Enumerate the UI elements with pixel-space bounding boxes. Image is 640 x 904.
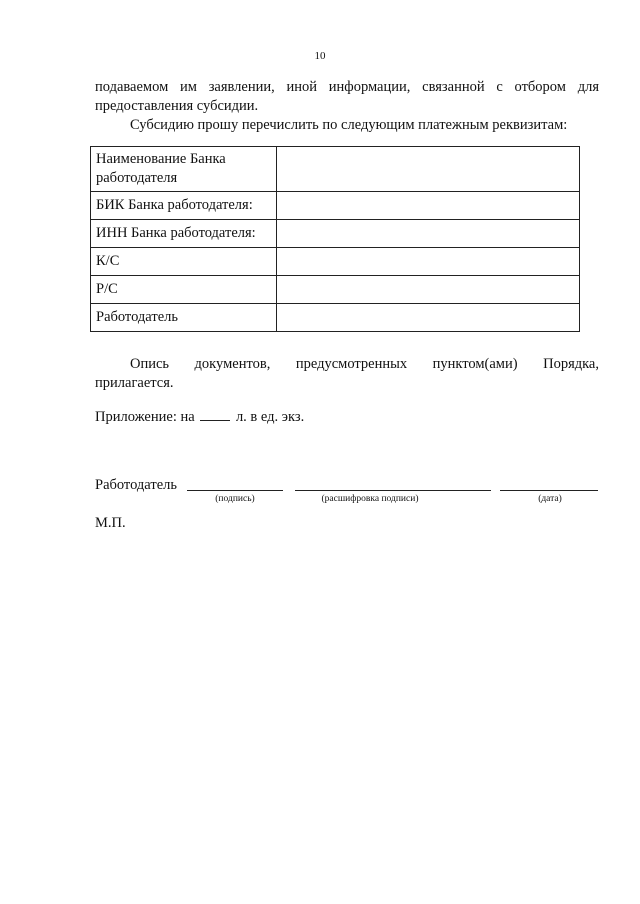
employer-label: Работодатель [91, 304, 277, 332]
rs-value[interactable] [277, 276, 580, 304]
inventory-line-1: Опись документов, предусмотренных пунктом(ами) Порядка, [130, 356, 599, 372]
rs-label: Р/С [91, 276, 277, 304]
intro-line-3: Субсидию прошу перечислить по следующим платежным реквизитам: [130, 117, 568, 133]
intro-line-2: предоставления субсидии. [95, 98, 259, 114]
signature-line[interactable] [187, 490, 283, 491]
ks-label: К/С [91, 248, 277, 276]
date-line[interactable] [500, 490, 598, 491]
page-number: 10 [314, 50, 326, 62]
inventory-line-2: прилагается. [95, 375, 174, 391]
date-caption: (дата) [538, 494, 562, 504]
attachment-line [95, 406, 304, 427]
ks-value[interactable] [277, 248, 580, 276]
sheet-count-blank[interactable] [200, 406, 230, 421]
signature-decoding-line[interactable] [295, 490, 491, 491]
inn-value[interactable] [277, 220, 580, 248]
table-row [91, 276, 580, 304]
attachment-suffix: л. в ед. экз. [235, 409, 305, 425]
bik-label: БИК Банка работодателя: [91, 192, 277, 220]
bank-name-value[interactable] [277, 147, 580, 192]
inventory-paragraph [95, 355, 599, 393]
employer-value[interactable] [277, 304, 580, 332]
stamp-place: М.П. [95, 515, 126, 531]
table-row [91, 304, 580, 332]
intro-line-1: подаваемом им заявлении, иной информации, связанной с отбором для [95, 79, 599, 95]
intro-paragraph [95, 78, 599, 135]
table-row [91, 220, 580, 248]
requisites-table [90, 146, 580, 332]
inn-label: ИНН Банка работодателя: [91, 220, 277, 248]
decoding-caption: (расшифровка подписи) [321, 494, 419, 504]
table-row [91, 147, 580, 192]
signature-caption: (подпись) [215, 494, 255, 504]
bik-value[interactable] [277, 192, 580, 220]
attachment-prefix: Приложение: на [95, 409, 195, 425]
bank-name-label: Наименование Банка работодателя [91, 147, 277, 192]
signature-label: Работодатель [95, 477, 177, 493]
table-row [91, 248, 580, 276]
table-row [91, 192, 580, 220]
